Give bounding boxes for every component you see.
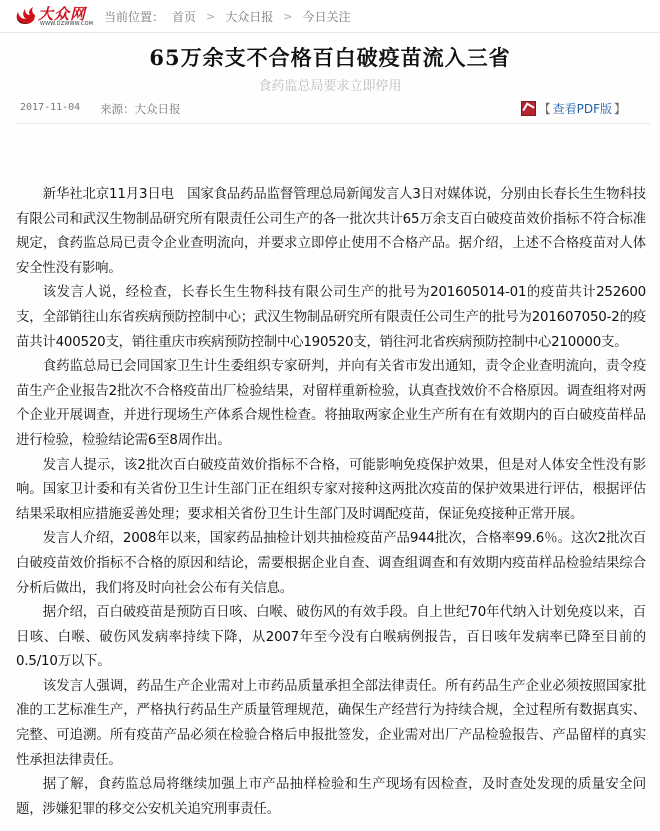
article-paragraph: 该发言人说，经检查，长春长生生物科技有限公司生产的批号为201605014-01的疫苗共计252600支，全部销往山东省疾病预防控制中心；武汉生物制品研究所有限责任公司生产的批号为201607050-2的疫苗共计400520支，销往重庆市疾病预防控制中心190520支，销往河北省疾病预防控制中心210000支。	[16, 285, 646, 350]
bracket-open: 【	[538, 102, 551, 116]
article-paragraph: 新华社北京11月3日电 国家食品药品监督管理总局新闻发言人3日对媒体说，分别由长春长生生物科技有限公司和武汉生物制品研究所有限责任公司生产的各一批次共计65万余支百白破疫苗效价指标不符合标准规定，食药监总局已责令企业查明流向，并要求立即停止使用不合格产品。据介绍，上述不合格疫苗对人体安全性没有影响。	[16, 187, 646, 276]
pdf-icon[interactable]	[521, 101, 536, 116]
bracket-close: 】	[613, 102, 626, 116]
breadcrumb-separator: >	[283, 10, 293, 23]
breadcrumb-home[interactable]: 首页	[172, 10, 197, 24]
view-pdf-link-group	[521, 100, 626, 117]
top-navigation-bar	[0, 0, 660, 33]
site-logo[interactable]	[14, 3, 94, 29]
breadcrumb-label: 当前位置：	[104, 10, 165, 24]
view-pdf-link[interactable]: 查看PDF版	[552, 102, 612, 116]
article-meta	[20, 100, 640, 120]
breadcrumb-dazhong-daily[interactable]: 大众日报	[225, 10, 274, 24]
logo-text: 大众网	[38, 5, 87, 23]
source-name: 大众日报	[134, 102, 181, 116]
publish-date: 2017-11-04	[20, 102, 81, 113]
article-source	[100, 101, 181, 117]
logo-swoosh-icon	[14, 5, 36, 25]
article-paragraph: 据介绍，百白破疫苗是预防百日咳、白喉、破伤风的有效手段。自上世纪70年代纳入计划免疫以来，百日咳、白喉、破伤风发病率持续下降，从2007年至今没有白喉病例报告，百日咳年发病率已降至目前的0.5/10万以下。	[16, 605, 646, 670]
article-title: 65万余支不合格百白破疫苗流入三省	[149, 45, 511, 70]
source-label: 来源：	[100, 102, 135, 116]
article-paragraph: 发言人介绍，2008年以来，国家药品抽检计划共抽检疫苗产品944批次，合格率99.6％。这次2批次百白破疫苗效价指标不合格的原因和结论，需要根据企业自查、调查组调查和有效期内疫苗样品检验结果综合分析后做出，我们将及时向社会公布有关信息。	[16, 531, 646, 596]
breadcrumb-separator: >	[206, 10, 216, 23]
article-paragraph: 食药监总局已会同国家卫生计生委组织专家研判，并向有关省市发出通知，责令企业查明流向，责令疫苗生产企业报告2批次不合格疫苗出厂检验结果，对留样重新检验，认真查找效价不合格原因。调查组将对两个企业开展调查，并进行现场生产体系合规性检查。将抽取两家企业生产所有在有效期内的百白破疫苗样品进行检验，检验结论需6至8周作出。	[16, 359, 646, 448]
article-paragraph: 据了解，食药监总局将继续加强上市产品抽样检验和生产现场有因检查，及时查处发现的质量安全问题，涉嫌犯罪的移交公安机关追究刑事责任。	[16, 777, 646, 817]
article-paragraph: 发言人提示，该2批次百白破疫苗效价指标不合格，可能影响免疫保护效果，但是对人体安全性没有影响。国家卫计委和有关省份卫生计生部门正在组织专家对接种这两批次疫苗的保护效果进行评估，根据评估结果采取相应措施妥善处理；要求相关省份卫生计生部门及时调配疫苗，保证免疫接种正常开展。	[16, 457, 646, 522]
article-subtitle: 食药监总局要求立即停用	[258, 79, 402, 94]
article-paragraph: 该发言人强调，药品生产企业需对上市药品质量承担全部法律责任。所有药品生产企业必须按照国家批准的工艺标准生产，严格执行药品生产质量管理规范，确保生产经营行为持续合规，全过程所有数据真实、完整、可追溯。所有疫苗产品必须在检验合格后申报批签发，企业需对出厂产品检验报告、产品留样的真实性承担法律责任。	[16, 678, 646, 768]
breadcrumb	[104, 8, 351, 25]
meta-divider	[16, 123, 650, 124]
article-body	[16, 183, 646, 822]
breadcrumb-today-focus[interactable]: 今日关注	[302, 10, 351, 24]
logo-url-text: WWW.DZWWW.COM	[40, 21, 94, 27]
